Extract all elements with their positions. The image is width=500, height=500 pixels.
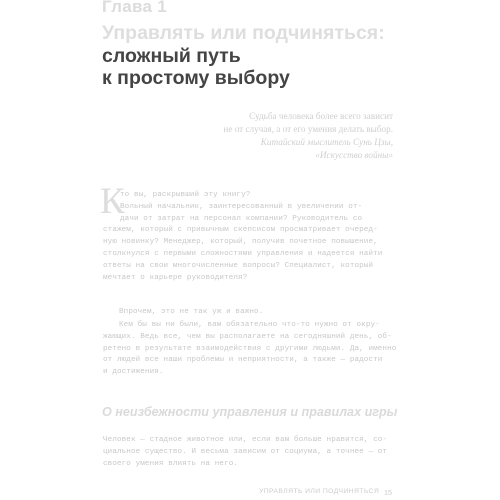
- paragraph-line: жающих. Ведь все, чем вы располагаете на сегодняшний день, об-: [103, 332, 392, 341]
- page-number: 15: [384, 488, 392, 497]
- paragraph-4: [103, 435, 395, 470]
- paragraph-line: Человек — стадное животное или, если вам больше нравится, со-: [103, 436, 388, 444]
- running-title: УПРАВЛЯТЬ ИЛИ ПОДЧИНЯТЬСЯ: [259, 488, 380, 495]
- epigraph-source: «Искусство войны»: [315, 150, 393, 160]
- epigraph-attribution: Китайский мыслитель Сунь Цзы,: [260, 137, 393, 147]
- epigraph-quote-line-1: Судьба человека более всего зависит: [249, 111, 393, 121]
- paragraph-line: ную новинку? Менеджер, который, получив почетное повышение,: [103, 238, 378, 247]
- chapter-title-line-2: сложный путь: [102, 45, 241, 67]
- paragraph-line: ответы на свои многочисленные вопросы? Специалист, который: [103, 261, 374, 270]
- paragraph-line: стажем, который с привычным скепсисом просматривает очеред-: [103, 226, 378, 235]
- paragraph-line: столкнулся с первыми сложностями управления и надеется найти: [103, 249, 383, 258]
- paragraph-line: дачи от затрат на персонал компании? Руководитель со: [120, 214, 363, 223]
- paragraph-line: Вольный начальник, заинтересованный в увеличении от-: [120, 202, 363, 211]
- paragraph-3: [103, 320, 395, 379]
- epigraph: [133, 110, 393, 162]
- drop-cap-letter: К: [100, 181, 125, 222]
- chapter-title-line-3: к простому выбору: [102, 67, 290, 89]
- chapter-label: Глава 1: [102, 0, 168, 16]
- paragraph-2: [103, 307, 395, 319]
- paragraph-line: мечтает о карьере руководителя?: [103, 273, 248, 282]
- paragraph-line: и достижения.: [103, 368, 164, 377]
- paragraph-line: ретено в результате взаимодействия с другими людьми. Да, именно: [103, 344, 397, 353]
- chapter-title-line-1: Управлять или подчиняться:: [102, 22, 385, 44]
- page-footer: [0, 488, 500, 500]
- paragraph-line: циальное существо. И весьма зависим от социума, а точнее — от: [103, 447, 388, 456]
- paragraph-line: Кем бы вы ни были, вам обязательно что-то нужно от окру-: [119, 321, 380, 329]
- paragraph-line: своего умения влиять на него.: [103, 459, 239, 468]
- epigraph-quote-line-2: не от случая, а от его умения делать выбор.: [223, 124, 393, 134]
- paragraph-1: [103, 190, 395, 284]
- paragraph-line: от людей все наши проблемы и неприятности, а также — радости: [103, 356, 383, 365]
- section-heading: О неизбежности управления и правилах игры: [102, 405, 398, 419]
- paragraph-line: Впрочем, это не так уж и важно.: [119, 308, 264, 316]
- paragraph-line: то вы, раскрывший эту книгу?: [120, 191, 251, 199]
